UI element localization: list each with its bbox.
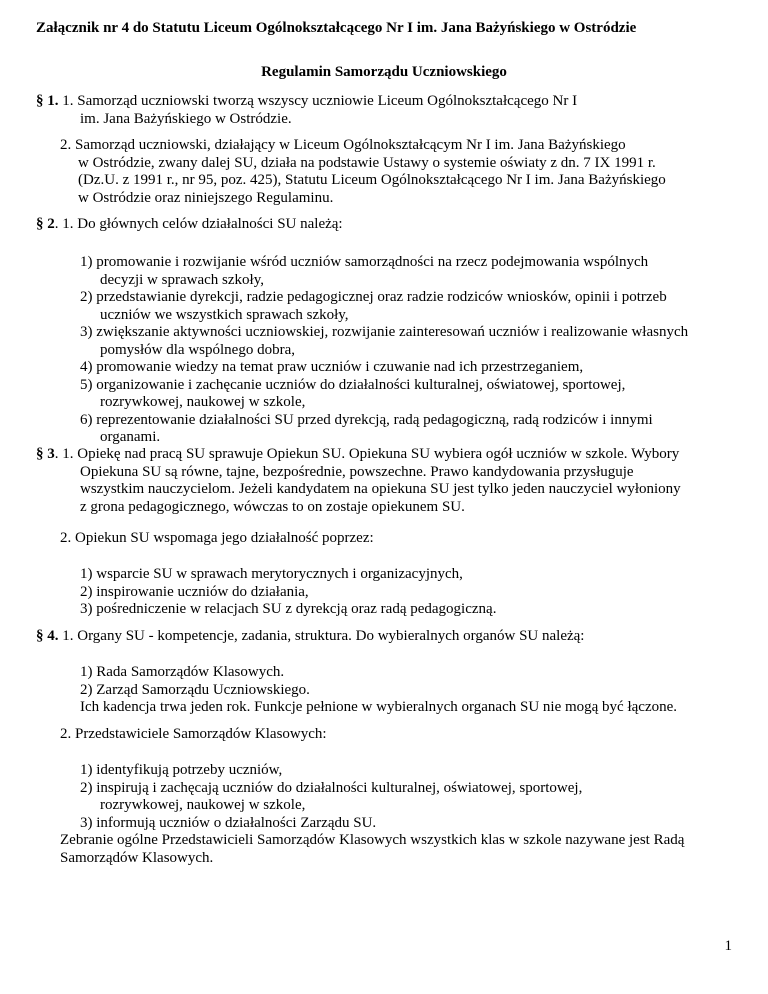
section-2: § 2. 1. Do głównych celów działalności SU należą: bbox=[36, 216, 343, 232]
list-item: 3) informują uczniów o działalności Zarządu SU. bbox=[80, 814, 377, 831]
term-note: Ich kadencja trwa jeden rok. Funkcje pełnione w wybieralnych organach SU nie mogą być łączone. bbox=[80, 699, 678, 715]
list-item: 4) promowanie wiedzy na temat praw uczniów i czuwanie nad ich przestrzeganiem, bbox=[80, 359, 584, 375]
section-4-paragraph-2: 2. Przedstawiciele Samorządów Klasowych: bbox=[60, 726, 327, 742]
section-1-paragraph-2: 2. Samorząd uczniowski, działający w Liceum Ogólnokształcącym Nr I im. Jana Bażyńskiego w Ostródzie, zwany dalej SU, działa na podstawie Ustawy o systemie oświaty z dn. 7 IX 1991 r. (Dz.U. z 1991 r., nr 95, poz. 425), Statutu Liceum Ogólnokształcącego Nr I im. Jana Bażyńskiego w Ostródzie oraz niniejszego Regulaminu. bbox=[60, 137, 666, 206]
list-item: 1) wsparcie SU w sprawach merytorycznych i organizacyjnych, bbox=[80, 566, 463, 582]
section-1-paragraph-1: § 1. 1. Samorząd uczniowski tworzą wszyscy uczniowie Liceum Ogólnokształcącego Nr I bbox=[36, 93, 578, 109]
list-item: 1) promowanie i rozwijanie wśród uczniów samorządności na rzecz podejmowania wspólnych bbox=[80, 254, 649, 270]
list-item: 2) Zarząd Samorządu Uczniowskiego. bbox=[80, 681, 310, 698]
section-2-goals-list: 1) promowanie i rozwijanie wśród uczniów samorządności na rzecz podejmowania wspólnych decyzji w sprawach szkoły, 2) przedstawianie dyrekcji, radzie pedagogicznej oraz radzie rodziców wniosków, opinii i potrzeb uczniów we wszystkich sprawach szkoły, 3) zwiększanie aktywności uczniowskiej, rozwijanie zainteresowań uczniów i realizowanie własnych pomysłów dla wspólnego dobra, 4) promowanie wiedzy na temat praw uczniów i czuwanie nad ich przestrzeganiem, 5) organizowanie i zachęcanie uczniów do działalności kulturalnej, oświatowej, sportowej, rozrywkowej, naukowej w szkole, 6) reprezentowanie działalności SU przed dyrekcją, radą pedagogiczną, radą rodziców i innymi organami. bbox=[36, 254, 688, 447]
regulation-title: Regulamin Samorządu Uczniowskiego bbox=[261, 64, 507, 80]
section-sign: § 2 bbox=[36, 216, 55, 232]
list-item: 1) Rada Samorządów Klasowych. bbox=[80, 664, 285, 680]
list-item: 3) zwiększanie aktywności uczniowskiej, rozwijanie zainteresowań uczniów i realizowanie własnych bbox=[80, 324, 689, 340]
list-item: 6) reprezentowanie działalności SU przed dyrekcją, radą pedagogiczną, radą rodziców i innymi bbox=[80, 411, 653, 428]
page-number: 1 bbox=[724, 938, 732, 954]
list-item: 5) organizowanie i zachęcanie uczniów do działalności kulturalnej, oświatowej, sportowej, bbox=[80, 376, 626, 393]
section-4-organs-list bbox=[36, 664, 677, 717]
list-item: 1) identyfikują potrzeby uczniów, bbox=[80, 762, 283, 778]
section-4: § 4. 1. Organy SU - kompetencje, zadania, struktura. Do wybieralnych organów SU należą: bbox=[36, 628, 585, 644]
list-item: 2) inspirują i zachęcają uczniów do działalności kulturalnej, oświatowej, sportowej, bbox=[80, 779, 583, 796]
section-sign: § 1. bbox=[36, 93, 59, 109]
list-item: 2) inspirowanie uczniów do działania, bbox=[80, 583, 309, 600]
section-sign: § 4. bbox=[36, 628, 59, 644]
list-item: 2) przedstawianie dyrekcji, radzie pedagogicznej oraz radzie rodziców wniosków, opinii i potrzeb bbox=[80, 289, 667, 305]
section-3: § 3. 1. Opiekę nad pracą SU sprawuje Opiekun SU. Opiekuna SU wybiera ogół uczniów w szkole. Wybory Opiekuna SU są równe, tajne, bezpośrednie, powszechne. Prawo kandydowania przysługuje wszystkim nauczycielom. Jeżeli kandydatem na opiekuna SU jest tylko jeden nauczyciel wyłoniony z grona pedagogicznego, wówczas to on zostaje opiekunem SU. bbox=[36, 446, 681, 515]
section-sign: § 3 bbox=[36, 446, 55, 462]
list-item: 3) pośredniczenie w relacjach SU z dyrekcją oraz radą pedagogiczną. bbox=[80, 601, 497, 617]
section-3-support-list bbox=[36, 566, 496, 619]
section-4-representatives-list: 1) identyfikują potrzeby uczniów, 2) inspirują i zachęcają uczniów do działalności kulturalnej, oświatowej, sportowej, rozrywkowej, naukowej w szkole, 3) informują uczniów o działalności Zarządu SU. Zebranie ogólne Przedstawicieli Samorządów Klasowych wszystkich klas w szkole nazywane jest Radą Samorządów Klasowych. bbox=[36, 762, 684, 867]
section-3-paragraph-2: 2. Opiekun SU wspomaga jego działalność poprzez: bbox=[60, 530, 374, 546]
section-1: § 1. 1. Samorząd uczniowski tworzą wszyscy uczniowie Liceum Ogólnokształcącego Nr I im. Jana Bażyńskiego w Ostródzie. bbox=[36, 93, 578, 127]
council-note: Zebranie ogólne Przedstawicieli Samorządów Klasowych wszystkich klas w szkole nazywane jest Radą bbox=[60, 832, 685, 848]
attachment-title: Załącznik nr 4 do Statutu Liceum Ogólnokształcącego Nr I im. Jana Bażyńskiego w Ostródzie bbox=[36, 20, 637, 36]
